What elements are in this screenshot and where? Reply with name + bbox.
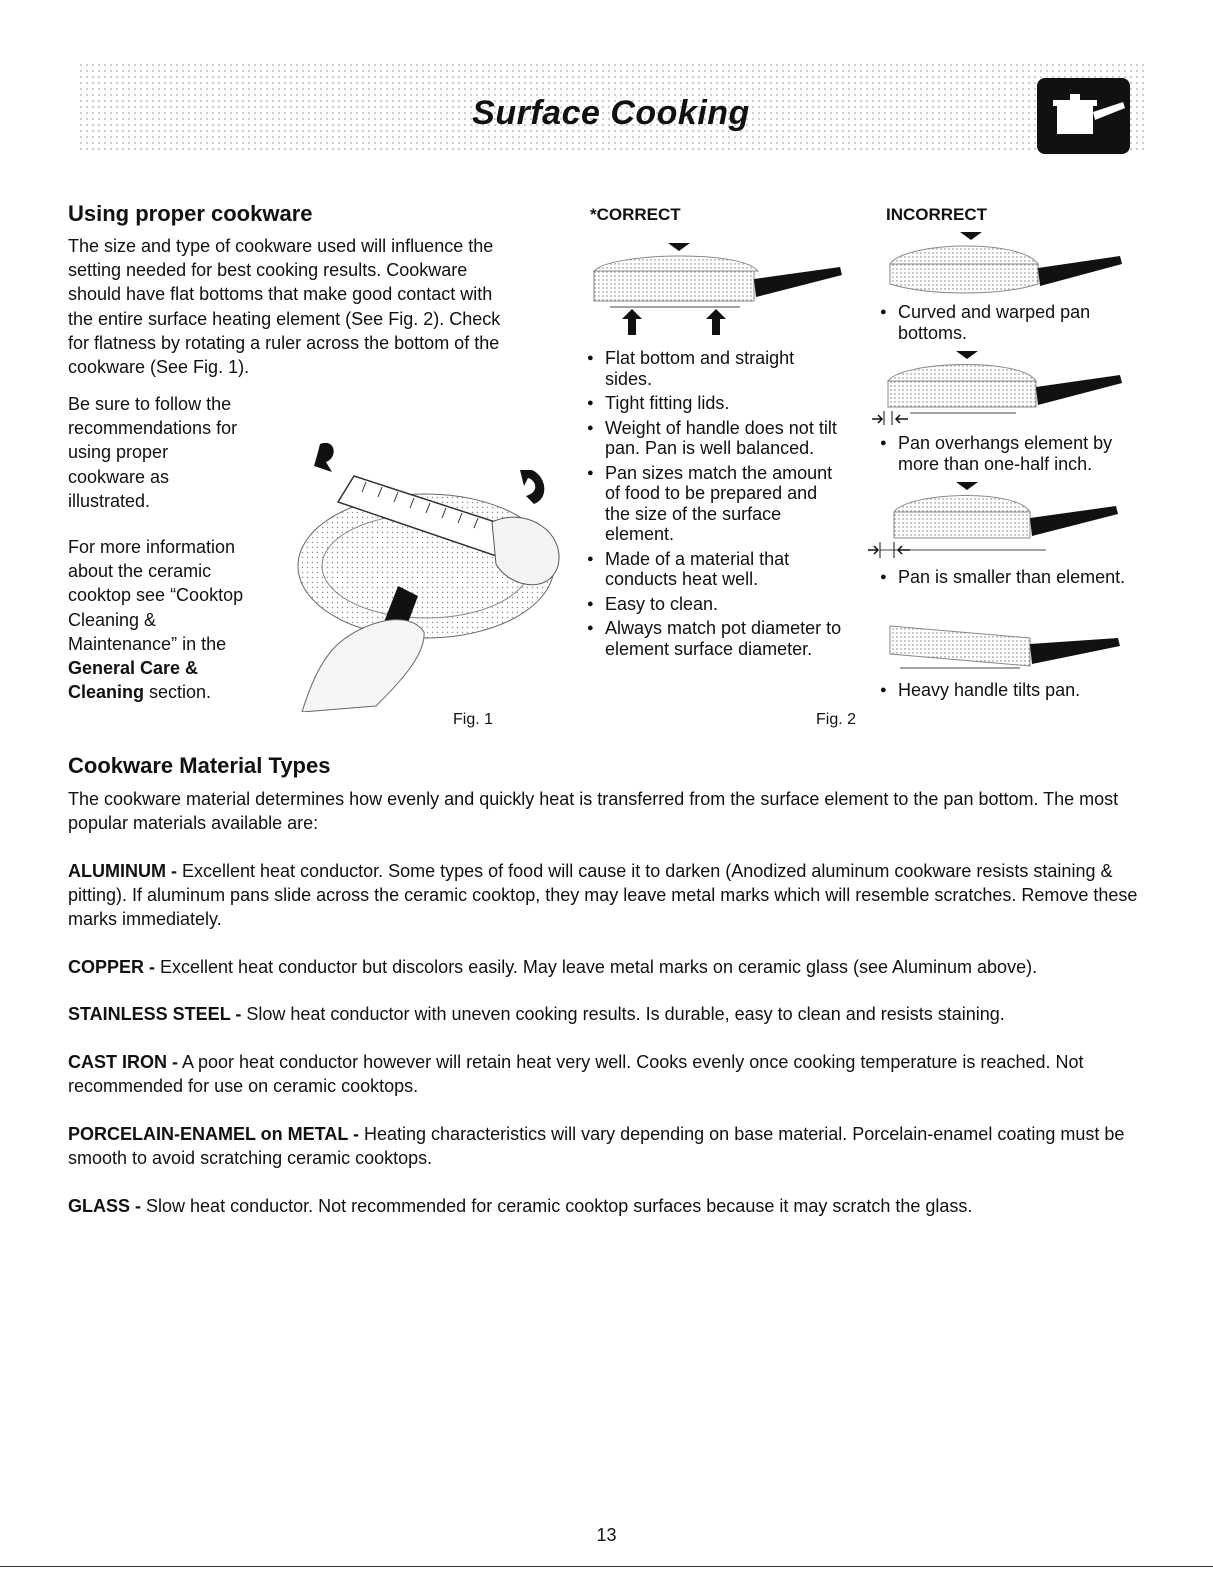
pan-handle-icon (1036, 375, 1122, 405)
info-tail: section. (144, 682, 212, 703)
intro-line: for flatness by rotating a ruler across the bottom of the (68, 332, 500, 353)
intro-line: should have flat bottoms that make good contact with (68, 284, 493, 305)
list-item: ● Flat bottom and straight sides. (587, 348, 845, 389)
page-title: Surface Cooking (472, 94, 750, 132)
fig1-ruler-illustration (296, 436, 578, 712)
info-line: Cleaning & (68, 609, 157, 630)
info-last-line (68, 680, 308, 704)
material-name: PORCELAIN-ENAMEL on METAL - (68, 1124, 359, 1144)
follow-line: using proper (68, 442, 169, 463)
section-heading-material-types: Cookware Material Types (68, 753, 331, 778)
incorrect-heading: INCORRECT (886, 205, 988, 224)
pan-lid (594, 256, 758, 271)
fig2-label: Fig. 2 (816, 711, 857, 728)
section-heading-proper-cookware: Using proper cookware (68, 201, 313, 226)
intro-line: cookware (See Fig. 1). (68, 357, 250, 378)
pan-handle-icon (754, 267, 842, 297)
material-text: Slow heat conductor. Not recommended for ceramic cooktop surfaces because it may scratch the glass. (141, 1196, 973, 1216)
pan-handle-icon (1038, 256, 1122, 286)
pan-handle-icon (1030, 506, 1118, 536)
material-glass (68, 1194, 1148, 1218)
pan-lid (890, 246, 1038, 264)
list-item: ● Made of a material that conducts heat well. (587, 549, 845, 590)
list-item: ● Always match pot diameter to element surface diameter. (587, 618, 845, 659)
pan-body (894, 512, 1030, 538)
list-item: ● Pan is smaller than element. (880, 567, 1150, 588)
material-porcelain-enamel (68, 1122, 1148, 1170)
pan-icon (1037, 78, 1130, 154)
overhang-pan-illustration (870, 345, 1140, 427)
pan-body-tilted (890, 626, 1030, 666)
material-name: GLASS - (68, 1196, 142, 1216)
material-text: Excellent heat conductor. Some types of food will cause it to darken (Anodized aluminum cookware resists staining & pitting). If aluminum pans slide across the ceramic cooktop, they may leave metal marks which will resemble scratches. Remove these marks immediately. (68, 861, 1138, 929)
tilted-pan-illustration (880, 616, 1140, 674)
incorrect-list-4 (880, 680, 1150, 705)
material-name: ALUMINUM - (68, 861, 177, 881)
incorrect-list-3 (880, 567, 1150, 592)
section-icon-box (1037, 78, 1130, 154)
bottom-rule (0, 1566, 1213, 1567)
arrow-up-icon (622, 309, 642, 335)
hand-left-icon (302, 620, 424, 712)
lid-knob-icon (956, 351, 978, 359)
list-item: ● Curved and warped pan bottoms. (880, 302, 1150, 343)
header-banner (78, 62, 1144, 154)
materials-intro: The cookware material determines how evenly and quickly heat is transferred from the surface element to the pan bottom. The most popular materials available are: (68, 789, 1119, 833)
fig1-label: Fig. 1 (453, 711, 494, 728)
follow-line: illustrated. (68, 490, 151, 511)
arrow-left-icon (898, 546, 910, 554)
follow-line: recommendations for (68, 418, 238, 439)
intro-line: setting needed for best cooking results. Cookware (68, 260, 468, 281)
incorrect-list-1 (880, 302, 1150, 347)
more-info-paragraph (68, 535, 308, 704)
rotate-arrow-left-icon (314, 443, 334, 472)
correct-pan-illustration (590, 235, 860, 345)
curved-pan-illustration (880, 228, 1140, 300)
intro-line: the entire surface heating element (See Fig. 2). Check (68, 308, 501, 329)
lid-knob-icon (960, 232, 982, 240)
list-item: ● Tight fitting lids. (587, 393, 845, 414)
material-text: Heating characteristics will vary depending on base material. Porcelain-enamel coating must be smooth to avoid scratching ceramic cooktops. (68, 1124, 1125, 1168)
arrow-up-icon (706, 309, 726, 335)
arrow-right-icon (868, 546, 878, 554)
correct-list (587, 348, 845, 663)
list-item: ● Weight of handle does not tilt pan. Pan is well balanced. (587, 418, 845, 459)
material-text: Excellent heat conductor but discolors easily. May leave metal marks on ceramic glass (see Aluminum above). (155, 957, 1038, 977)
info-bold-cleaning: Cleaning (68, 682, 145, 703)
list-item: ● Heavy handle tilts pan. (880, 680, 1150, 701)
info-bold-line: General Care & (68, 658, 199, 679)
info-line: For more information (68, 537, 236, 557)
follow-line: cookware as (68, 466, 170, 487)
pan-lid (888, 364, 1036, 381)
follow-line: Be sure to follow the (68, 394, 232, 414)
material-copper (68, 955, 1148, 979)
page-number: 13 (596, 1525, 617, 1545)
list-item: ● Pan sizes match the amount of food to be prepared and the size of the surface element. (587, 463, 845, 545)
material-stainless-steel (68, 1002, 1148, 1026)
material-name: COPPER - (68, 957, 156, 977)
follow-paragraph (68, 392, 308, 513)
material-cast-iron (68, 1050, 1148, 1098)
material-aluminum (68, 859, 1148, 931)
info-line: Maintenance” in the (68, 633, 227, 654)
material-text: Slow heat conductor with uneven cooking results. Is durable, easy to clean and resists staining. (241, 1004, 1005, 1024)
pan-body (888, 381, 1036, 407)
pan-body (594, 271, 754, 301)
correct-heading: *CORRECT (590, 205, 681, 224)
small-pan-illustration (866, 478, 1140, 560)
info-line: about the ceramic (68, 561, 212, 582)
rotate-arrow-right-icon (520, 470, 544, 504)
lid-knob-icon (668, 243, 690, 251)
intro-line: The size and type of cookware used will influence the (68, 236, 494, 256)
material-name: CAST IRON - (68, 1052, 178, 1072)
list-item: ● Easy to clean. (587, 594, 845, 615)
pan-body-curved (890, 264, 1038, 293)
lid-knob-icon (956, 482, 978, 490)
intro-paragraph (68, 234, 568, 379)
pan-lid (894, 495, 1030, 512)
incorrect-list-2 (880, 433, 1150, 478)
list-item: ● Pan overhangs element by more than one-half inch. (880, 433, 1150, 474)
info-line: cooktop see “Cooktop (68, 585, 244, 606)
arrow-left-icon (896, 415, 908, 423)
pan-handle-icon (1030, 638, 1120, 664)
arrow-right-icon (872, 415, 882, 423)
material-text: A poor heat conductor however will retain heat very well. Cooks evenly once cooking temperature is reached. Not recommended for use on ceramic cooktops. (68, 1052, 1084, 1096)
material-name: STAINLESS STEEL - (68, 1004, 242, 1024)
